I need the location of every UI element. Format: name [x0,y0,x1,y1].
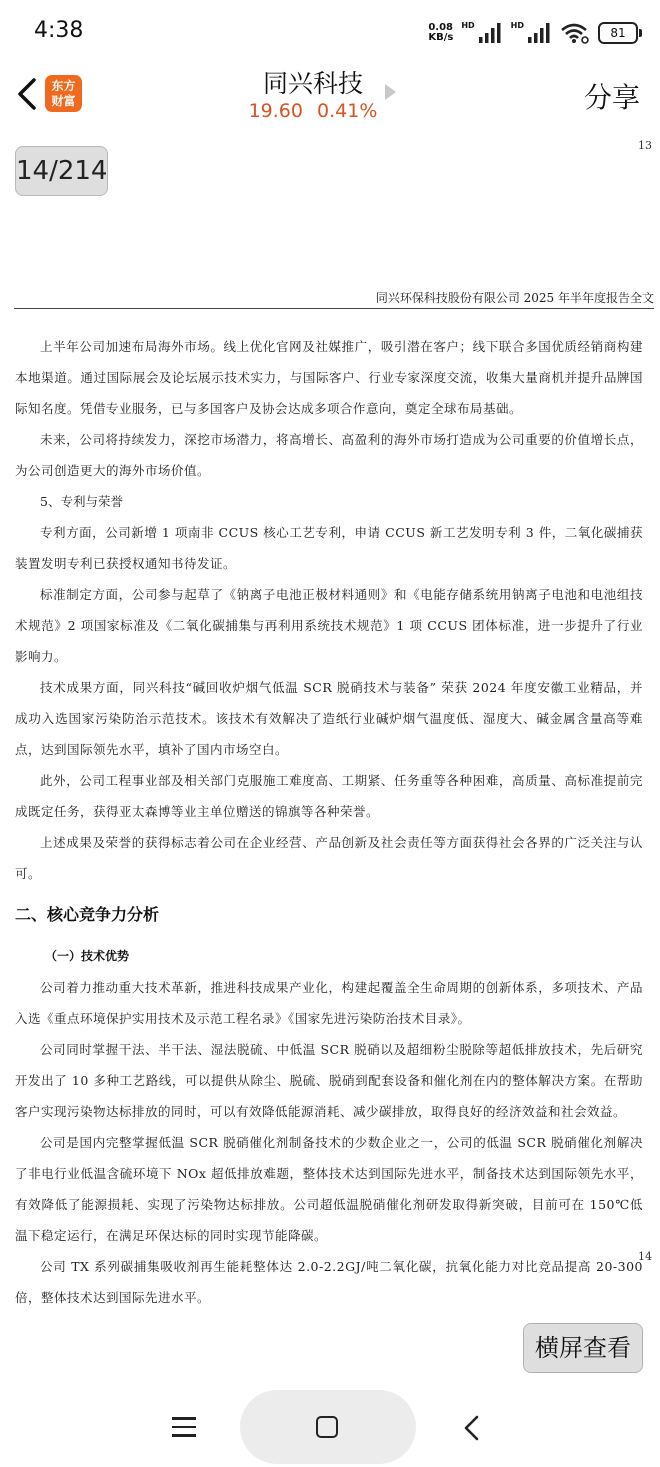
page-number-bottom: 14 [638,1250,652,1263]
paragraph: 上半年公司加速布局海外市场。线上优化官网及社媒推广，吸引潜在客户；线下联合多国优质经销商构建本地渠道。通过国际展会及论坛展示技术实力，与国际客户、行业专家深度交流，收集大量商机并提升品牌国际知名度。凭借专业服务，已与多国客户及协会达成多项合作意向，奠定全球布局基础。 [15,339,643,416]
paragraph: 上述成果及荣誉的获得标志着公司在企业经营、产品创新及社会责任等方面获得社会各界的广泛关注与认可。 [15,835,643,881]
system-nav-bar [0,1385,660,1467]
running-header: 同兴环保科技股份有限公司 2025 年半年度报告全文 [14,289,654,309]
clock: 4:38 [34,18,84,43]
subsection-title: 5、专利与荣誉 [40,494,123,509]
home-icon[interactable] [316,1416,338,1438]
paragraph: 公司 TX 系列碳捕集吸收剂再生能耗整体达 2.0-2.2GJ/吨二氧化碳，抗氧化能力对比竞品提高 20-300 倍，整体技术达到国际先进水平。 [15,1259,643,1305]
status-bar [0,0,660,64]
paragraph: 专利方面，公司新增 1 项南非 CCUS 核心工艺专利，申请 CCUS 新工艺发明专利 3 件，二氧化碳捕获装置发明专利已获授权通知书待发证。 [15,525,643,571]
hd-label-1: HD [461,20,475,30]
play-arrow-icon[interactable] [385,84,396,100]
app-logo: 东方 财富 [45,75,82,112]
status-icons [428,20,638,46]
stock-price: 19.60 [248,100,303,122]
section-heading: 二、核心竞争力分析 [15,905,160,924]
document-body [15,331,643,1313]
paragraph: 公司是国内完整掌握低温 SCR 脱硝催化剂制备技术的少数企业之一，公司的低温 SCR 脱硝催化剂解决了非电行业低温含硫环境下 NOx 超低排放难题，整体技术达到国际先进水平，制备技术达到国际领先水平，有效降低了能源损耗、实现了污染物达标排放。公司超低温脱硝催化剂研发取得新突破，目前可在 150℃低温下稳定运行，在满足环保达标的同时实现节能降碳。 [15,1135,643,1243]
net-speed: 0.08 KB/s [428,22,454,43]
stock-change: 0.41% [317,100,378,122]
signal-icon-2 [526,23,552,43]
signal-icon [477,23,503,43]
subsection-heading: （一）技术优势 [45,949,130,963]
landscape-view-button[interactable]: 横屏查看 [523,1323,643,1373]
menu-icon[interactable] [172,1417,196,1437]
app-header [0,64,660,130]
page-counter: 14/214 [15,146,108,196]
paragraph: 公司同时掌握干法、半干法、湿法脱硫、中低温 SCR 脱硝以及超细粉尘脱除等超低排放技术，先后研究开发出了 10 多种工艺路线，可以提供从除尘、脱硫、脱硝到配套设备和催化剂在内的整体解决方案。在帮助客户实现污染物达标排放的同时，可以有效降低能源消耗、减少碳排放，取得良好的经济效益和社会效益。 [15,1042,643,1119]
paragraph: 技术成果方面，同兴科技“碱回收炉烟气低温 SCR 脱硝技术与装备” 荣获 2024 年度安徽工业精品，并成功入选国家污染防治示范技术。该技术有效解决了造纸行业碱炉烟气温度低、湿度大、碱金属含量高等难点，达到国际领先水平，填补了国内市场空白。 [15,680,643,757]
stock-quote [0,100,626,122]
paragraph: 此外，公司工程事业部及相关部门克服施工难度高、工期紧、任务重等各种困难，高质量、高标准提前完成既定任务，获得亚太森博等业主单位赠送的锦旗等各种荣誉。 [15,773,643,819]
wifi-icon [560,22,590,44]
back-icon[interactable] [462,1415,482,1441]
battery-indicator: 81 [598,22,638,44]
share-button[interactable]: 分享 [583,81,640,114]
paragraph: 公司着力推动重大技术革新，推进科技成果产业化，构建起覆盖全生命周期的创新体系，多项技术、产品入选《重点环境保护实用技术及示范工程名录》《国家先进污染防治技术目录》。 [15,980,643,1026]
hd-label-2: HD [510,20,524,30]
paragraph: 标准制定方面，公司参与起草了《钠离子电池正极材料通则》和《电能存储系统用钠离子电池和电池组技术规范》2 项国家标准及《二氧化碳捕集与再利用系统技术规范》1 项 CCUS 团体标准，进一步提升了行业影响力。 [15,587,643,664]
stock-name[interactable]: 同兴科技 [262,69,363,98]
paragraph: 未来，公司将持续发力，深挖市场潜力，将高增长、高盈利的海外市场打造成为公司重要的价值增长点，为公司创造更大的海外市场价值。 [15,432,643,478]
page-number-top: 13 [638,139,652,152]
